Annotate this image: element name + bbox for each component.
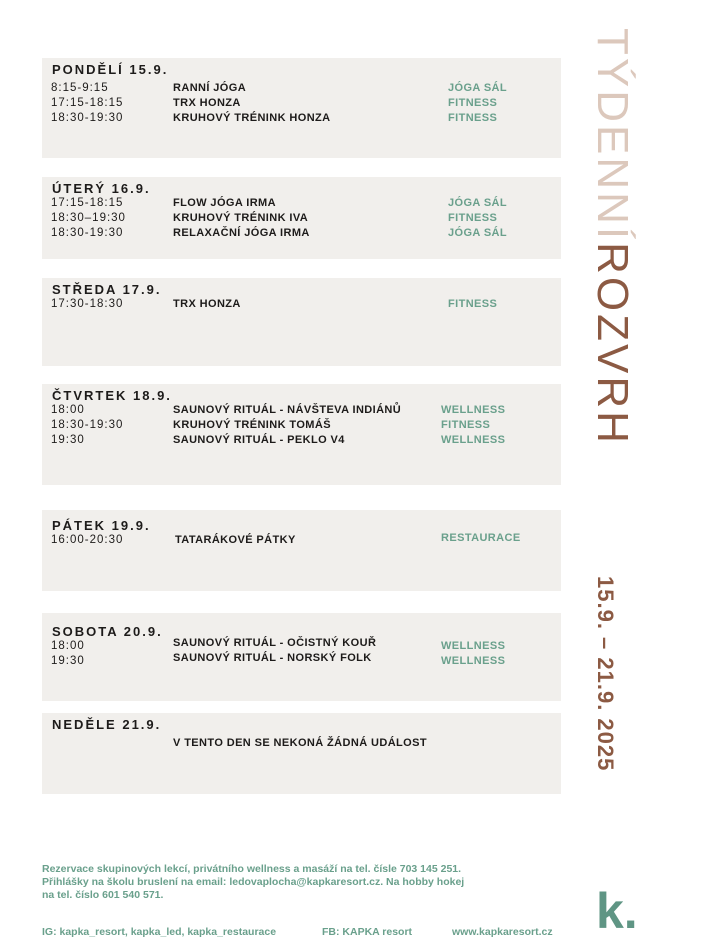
event-place: FITNESS	[441, 419, 491, 431]
event-row	[42, 404, 561, 419]
event-time: 16:00-20:30	[51, 534, 124, 546]
day-card-friday	[42, 510, 561, 591]
event-row	[42, 82, 561, 97]
event-name: KRUHOVÝ TRÉNINK TOMÁŠ	[173, 419, 331, 431]
event-row	[42, 434, 561, 449]
event-place: FITNESS	[448, 97, 498, 109]
event-time: 18:30–19:30	[51, 212, 126, 224]
event-place: WELLNESS	[441, 434, 506, 446]
event-place: WELLNESS	[441, 404, 506, 416]
event-place: FITNESS	[448, 212, 498, 224]
event-name: KRUHOVÝ TRÉNINK HONZA	[173, 112, 331, 124]
event-row	[42, 534, 561, 549]
event-name: V TENTO DEN SE NEKONÁ ŽÁDNÁ UDÁLOST	[173, 737, 427, 749]
footer-instagram: IG: kapka_resort, kapka_led, kapka_restaurace	[42, 926, 277, 938]
event-time: 18:00	[51, 640, 85, 652]
title-part-light: TÝDENNÍ	[588, 28, 637, 243]
day-title: STŘEDA 17.9.	[52, 282, 162, 297]
event-row	[42, 298, 561, 313]
event-time: 19:30	[51, 434, 85, 446]
event-time: 18:30-19:30	[51, 112, 124, 124]
event-name: KRUHOVÝ TRÉNINK IVA	[173, 212, 309, 224]
event-name: TRX HONZA	[173, 298, 241, 310]
event-time: 17:15-18:15	[51, 97, 124, 109]
info-line: na tel. číslo 601 540 571.	[42, 889, 164, 901]
kapka-logo: k.	[596, 883, 638, 939]
event-place: FITNESS	[448, 112, 498, 124]
event-place: JÓGA SÁL	[448, 227, 508, 239]
event-place: JÓGA SÁL	[448, 197, 508, 209]
event-time: 18:00	[51, 404, 85, 416]
event-row	[42, 97, 561, 112]
event-time: 18:30-19:30	[51, 419, 124, 431]
schedule-title	[588, 28, 637, 446]
event-row	[42, 112, 561, 127]
event-place: WELLNESS	[441, 640, 506, 652]
footer-website[interactable]: www.kapkaresort.cz	[452, 926, 553, 938]
event-name: RELAXAČNÍ JÓGA IRMA	[173, 227, 310, 239]
day-card-sunday	[42, 713, 561, 794]
event-place: FITNESS	[448, 298, 498, 310]
day-card-wednesday	[42, 278, 561, 366]
info-text	[42, 863, 562, 902]
footer-facebook: FB: KAPKA resort	[322, 926, 413, 938]
event-name: FLOW JÓGA IRMA	[173, 197, 276, 209]
event-place: JÓGA SÁL	[448, 82, 508, 94]
event-name: SAUNOVÝ RITUÁL - OČISTNÝ KOUŘ	[173, 637, 377, 649]
day-card-monday	[42, 58, 561, 158]
day-card-tuesday	[42, 177, 561, 259]
event-row	[42, 419, 561, 434]
event-name: SAUNOVÝ RITUÁL - NÁVŠTEVA INDIÁNŮ	[173, 404, 402, 416]
event-time: 17:15-18:15	[51, 197, 124, 209]
event-row	[42, 197, 561, 212]
event-name: TATARÁKOVÉ PÁTKY	[175, 534, 296, 546]
event-name: SAUNOVÝ RITUÁL - NORSKÝ FOLK	[173, 652, 372, 664]
day-card-thursday	[42, 384, 561, 485]
event-time: 19:30	[51, 655, 85, 667]
day-title: SOBOTA 20.9.	[52, 624, 163, 639]
event-place: WELLNESS	[441, 655, 506, 667]
event-row	[42, 212, 561, 227]
day-card-saturday	[42, 613, 561, 701]
title-part-dark: ROZVRH	[588, 242, 637, 446]
event-place: RESTAURACE	[441, 532, 521, 544]
day-title: ÚTERÝ 16.9.	[52, 181, 151, 196]
day-title: PÁTEK 19.9.	[52, 518, 151, 533]
day-title: PONDĚLÍ 15.9.	[52, 62, 169, 77]
info-line: Rezervace skupinových lekcí, privátního wellness a masáží na tel. čísle 703 145 251.	[42, 863, 462, 875]
schedule-dates: 15.9. – 21.9. 2025	[593, 576, 618, 772]
event-time: 17:30-18:30	[51, 298, 124, 310]
day-title: ČTVRTEK 18.9.	[52, 388, 172, 403]
day-title: NEDĚLE 21.9.	[52, 717, 162, 732]
event-row	[42, 227, 561, 242]
info-line: Přihlášky na školu bruslení na email: ledovaplocha@kapkaresort.cz. Na hobby hokej	[42, 876, 465, 888]
event-row	[42, 652, 561, 670]
event-name: TRX HONZA	[173, 97, 241, 109]
event-name: SAUNOVÝ RITUÁL - PEKLO V4	[173, 434, 345, 446]
event-name: RANNÍ JÓGA	[173, 82, 247, 94]
event-time: 8:15-9:15	[51, 82, 109, 94]
event-row	[42, 737, 561, 752]
event-time: 18:30-19:30	[51, 227, 124, 239]
